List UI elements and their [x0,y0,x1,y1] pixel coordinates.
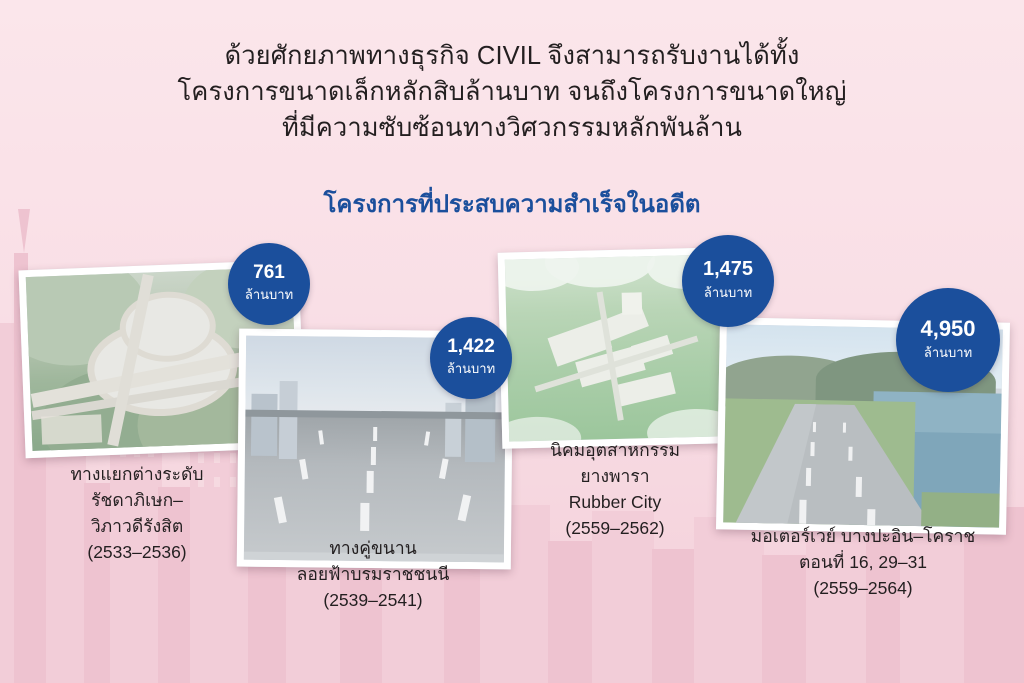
badge-unit: ล้านบาท [703,285,753,300]
badge-amount: 1,422 [447,335,495,357]
caption-project-4 [712,524,1014,602]
badge-unit: ล้านบาท [446,361,496,377]
badge-amount: 1,475 [702,258,754,280]
headline-line-3: ที่มีความซับซ้อนทางวิศวกรรมหลักพันล้าน [281,114,743,143]
headline [0,38,1024,147]
caption-line: ลอยฟ้าบรมราชชนนี [296,563,450,584]
section-subheading: โครงการที่ประสบความสำเร็จในอดีต [323,191,701,218]
badge-unit: ล้านบาท [923,345,973,361]
caption-line: (2559–2564) [813,577,913,598]
caption-line: ยางพารา [580,465,650,486]
caption-line: นิคมอุตสาหกรรม [549,440,681,460]
caption-line: วิภาวดีรังสิต [90,515,184,536]
badge-amount: 761 [253,261,285,283]
caption-project-1 [10,462,264,566]
badge-project-4 [896,288,1000,392]
badge-amount: 4,950 [920,315,976,341]
caption-line: ทางคู่ขนาน [329,538,417,558]
caption-line: (2533–2536) [87,541,187,562]
badge-project-3 [682,235,774,327]
caption-line: ทางแยกต่างระดับ [70,464,204,484]
caption-line: (2559–2562) [565,517,665,538]
badge-project-1 [228,243,310,325]
caption-line: มอเตอร์เวย์ บางปะอิน–โคราช [750,526,976,546]
caption-project-2 [232,536,514,614]
caption-line: Rubber City [568,491,662,512]
badge-unit: ล้านบาท [244,287,294,303]
caption-line: รัชดาภิเษก– [91,489,183,510]
caption-line: (2539–2541) [323,589,423,610]
caption-project-3 [498,438,732,542]
headline-line-2: โครงการขนาดเล็กหลักสิบล้านบาท จนถึงโครงการขนาดใหญ่ [177,78,847,107]
caption-line: ตอนที่ 16, 29–31 [798,551,928,572]
badge-project-2 [430,317,512,399]
headline-line-1: ด้วยศักยภาพทางธุรกิจ CIVIL จึงสามารถรับงานได้ทั้ง [224,42,800,70]
